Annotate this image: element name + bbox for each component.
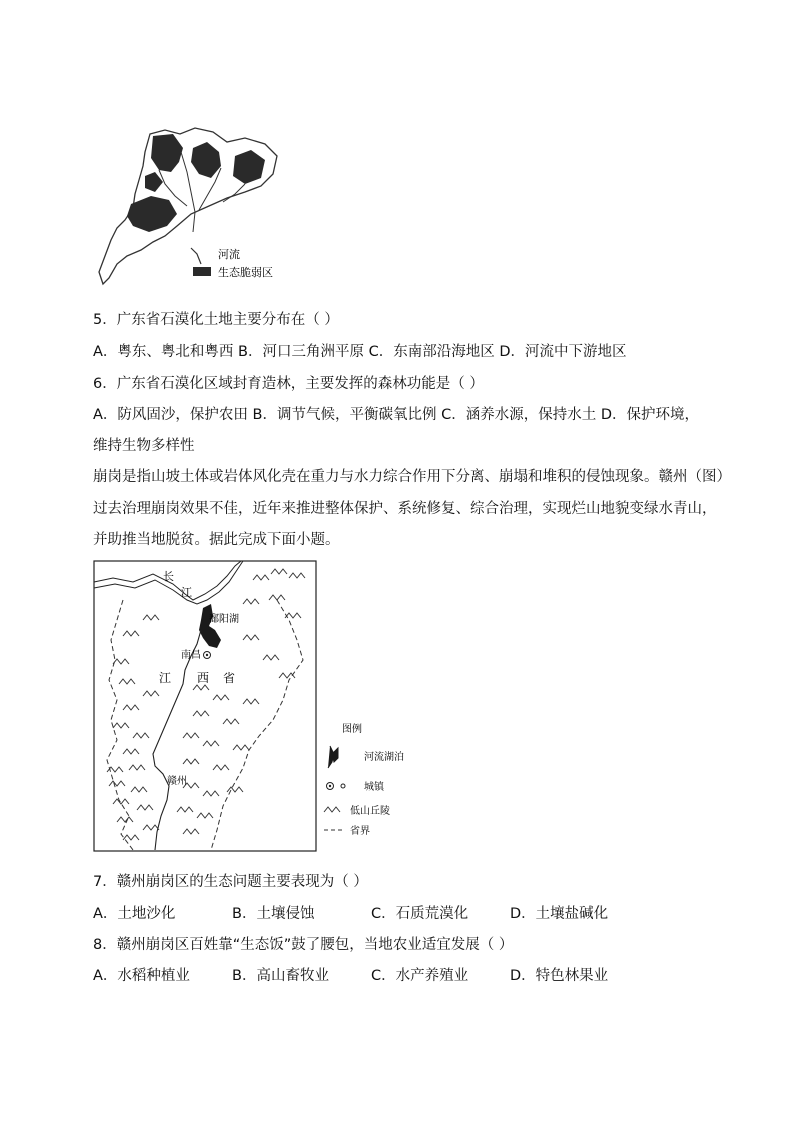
q5-options: A．粤东、粤北和粤西 B．河口三角洲平原 C．东南部沿海地区 D．河流中下游地区 (93, 344, 627, 360)
q6-options-line1: A．防风固沙，保护农田 B．调节气候，平衡碳氧比例 C．涵养水源，保持水土 D．保护环境， (93, 407, 699, 423)
q7-option-c: C．石质荒漠化 (371, 906, 469, 922)
jiangxi-map-legend (322, 718, 412, 848)
passage-line3: 并助推当地脱贫。据此完成下面小题。 (93, 532, 340, 548)
label-jiangxi-2: 西 (197, 671, 210, 685)
legend-town-label: 城镇 (364, 782, 384, 793)
legend-title: 图例 (342, 724, 362, 735)
fragile-zone-center (145, 172, 163, 192)
fragile-zone-east (233, 150, 265, 184)
passage-line2: 过去治理崩岗效果不佳，近年来推进整体保护、系统修复、综合治理，实现烂山地貌变绿水青山， (93, 501, 717, 517)
q5-stem: 5．广东省石漠化土地主要分布在（ ） (93, 312, 339, 328)
legend-river-label: 河流 (218, 248, 240, 261)
q7-stem: 7．赣州崩岗区的生态问题主要表现为（ ） (93, 874, 368, 890)
passage-line1: 崩岗是指山坡土体或岩体风化壳在重力与水力综合作用下分离、崩塌和堆积的侵蚀现象。赣州（图） (93, 469, 731, 485)
legend-hills-label: 低山丘陵 (350, 806, 390, 817)
q7-option-a: A．土地沙化 (93, 906, 176, 922)
legend-border-label: 省界 (350, 826, 370, 837)
label-jiangxi-1: 江 (159, 671, 172, 685)
q8-stem: 8．赣州崩岗区百姓靠“生态饭”鼓了腰包，当地农业适宜发展（ ） (93, 937, 514, 953)
label-poyang-lake: 鄱阳湖 (209, 614, 239, 625)
q6-stem: 6．广东省石漠化区域封育造林，主要发挥的森林功能是（ ） (93, 376, 484, 392)
fragile-zone-north (151, 134, 183, 172)
label-jiangxi-3: 省 (223, 671, 236, 685)
q7-option-d: D．土壤盐碱化 (510, 906, 609, 922)
legend-fragile-symbol (193, 267, 211, 276)
legend-river-lake-label: 河流湖泊 (364, 752, 404, 763)
jiangxi-map (93, 560, 317, 852)
legend-fragile-label: 生态脆弱区 (218, 266, 273, 279)
q8-option-b: B．高山畜牧业 (232, 968, 329, 984)
q8-option-d: D．特色林果业 (510, 968, 609, 984)
label-ganzhou: 赣州 (167, 776, 187, 787)
guangdong-map (95, 122, 295, 292)
label-chang: 长 (163, 570, 174, 583)
fragile-zone-northeast (191, 142, 221, 178)
q8-option-c: C．水产养殖业 (371, 968, 469, 984)
legend-hills-symbol (324, 807, 340, 812)
label-nanchang: 南昌 (181, 650, 201, 661)
q7-option-b: B．土壤侵蚀 (232, 906, 315, 922)
legend-river-symbol (191, 248, 201, 264)
legend-river-lake-symbol (328, 746, 338, 768)
legend-town-symbol-2 (341, 784, 345, 788)
label-jiang: 江 (181, 586, 192, 599)
q8-option-a: A．水稻种植业 (93, 968, 190, 984)
q6-options-line2: 维持生物多样性 (93, 438, 195, 454)
